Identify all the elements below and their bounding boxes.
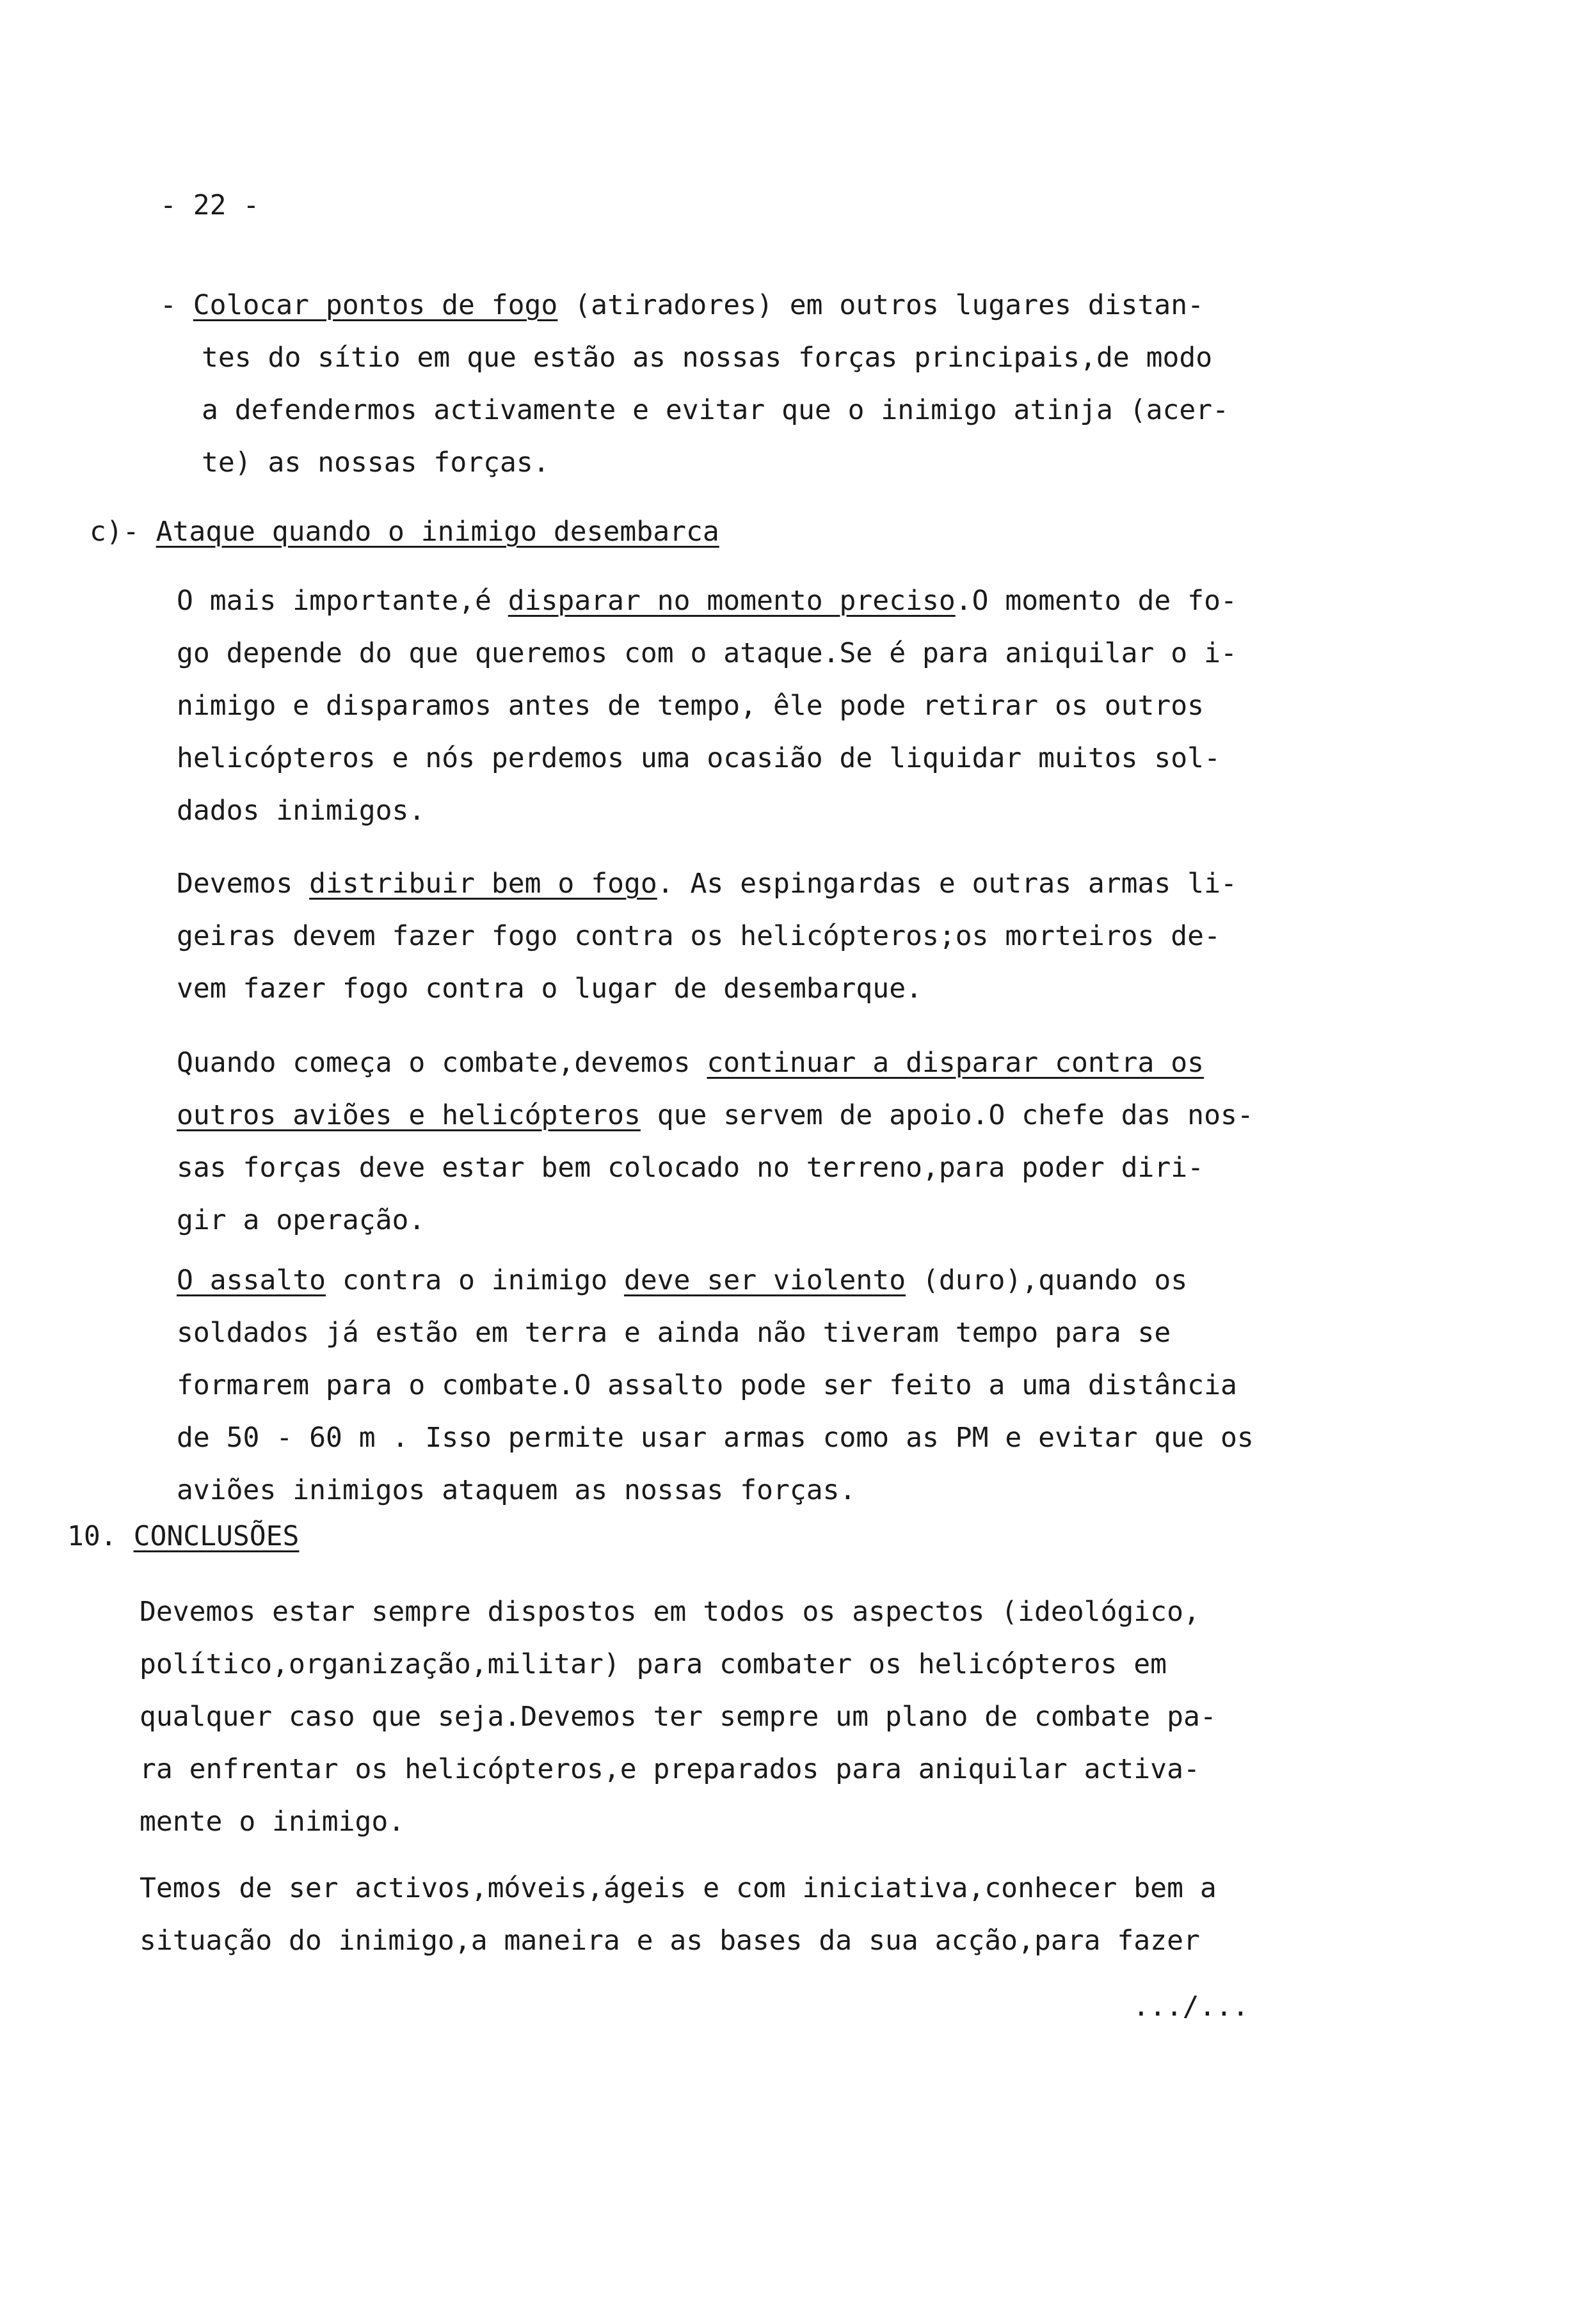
text-line: Devemos estar sempre dispostos em todos os aspectos (ideológico,	[140, 1596, 1200, 1628]
text-line: gir a operação.	[177, 1204, 426, 1236]
text-line: go depende do que queremos com o ataque.Se é para aniquilar o i-	[177, 637, 1237, 669]
continuation-marker: .../...	[1133, 1991, 1249, 2023]
text-line: sas forças deve estar bem colocado no terreno,para poder diri-	[177, 1152, 1205, 1184]
bullet-line-3: a defendermos activamente e evitar que o inimigo atinja (acer-	[202, 394, 1229, 426]
text-line: nimigo e disparamos antes de tempo, êle pode retirar os outros	[177, 690, 1205, 722]
underlined-phrase: deve ser violento	[624, 1264, 906, 1296]
text-segment: contra o inimigo	[326, 1264, 624, 1296]
text-line: formarem para o combate.O assalto pode ser feito a uma distância	[177, 1369, 1237, 1401]
section-marker: c)-	[90, 516, 140, 548]
text-line: situação do inimigo,a maneira e as bases da sua acção,para fazer	[140, 1925, 1200, 1957]
text-segment: O mais importante,é	[177, 585, 508, 617]
text-line: Temos de ser activos,móveis,ágeis e com iniciativa,conhecer bem a	[140, 1872, 1217, 1904]
section-c-heading	[90, 505, 719, 558]
section-number: 10.	[67, 1520, 117, 1552]
underlined-phrase: disparar no momento preciso	[508, 585, 956, 617]
page-number: - 22 -	[160, 189, 260, 221]
text-segment: .O momento de fo-	[955, 585, 1237, 617]
section-title: Ataque quando o inimigo desembarca	[156, 516, 719, 548]
text-line: político,organização,militar) para combater os helicópteros em	[140, 1648, 1167, 1680]
text-line: soldados já estão em terra e ainda não tiveram tempo para se	[177, 1317, 1171, 1349]
text-line: ra enfrentar os helicópteros,e preparados para aniquilar activa-	[140, 1753, 1200, 1785]
underlined-phrase: Colocar pontos de fogo	[193, 289, 558, 321]
paragraph-6	[140, 1862, 1217, 1967]
bullet-line-2: tes do sítio em que estão as nossas forças principais,de modo	[202, 342, 1213, 374]
text-line: geiras devem fazer fogo contra os helicópteros;os morteiros de-	[177, 920, 1221, 952]
text-line: qualquer caso que seja.Devemos ter sempre um plano de combate pa-	[140, 1701, 1217, 1733]
text-line: aviões inimigos ataquem as nossas forças.	[177, 1474, 856, 1506]
text-segment: (duro),quando os	[906, 1264, 1188, 1296]
bullet-dash: -	[160, 289, 177, 321]
underlined-phrase: distribuir bem o fogo	[309, 868, 657, 900]
text-segment: Devemos	[177, 868, 310, 900]
section-10-heading	[67, 1510, 299, 1563]
section-title: CONCLUSÕES	[133, 1520, 300, 1552]
bullet-line-1	[160, 279, 1229, 331]
paragraph-3	[177, 1037, 1254, 1246]
text-line: vem fazer fogo contra o lugar de desembarque.	[177, 973, 922, 1005]
paragraph-4	[177, 1254, 1254, 1516]
text-segment: . As espingardas e outras armas li-	[657, 868, 1237, 900]
paragraph-1	[177, 575, 1237, 837]
text-line: de 50 - 60 m . Isso permite usar armas como as PM e evitar que os	[177, 1422, 1254, 1454]
underlined-phrase: continuar a disparar contra os	[707, 1047, 1205, 1079]
text-line: mente o inimigo.	[140, 1806, 405, 1838]
text-line: dados inimigos.	[177, 795, 426, 827]
underlined-phrase: outros aviões e helicópteros	[177, 1099, 641, 1131]
bullet-item	[160, 279, 1229, 489]
paragraph-5	[140, 1586, 1217, 1848]
text-segment: (atiradores) em outros lugares distan-	[557, 289, 1204, 321]
bullet-line-4: te) as nossas forças.	[202, 447, 550, 479]
text-segment: que servem de apoio.O chefe das nos-	[640, 1099, 1254, 1131]
paragraph-2	[177, 857, 1237, 1015]
text-segment: Quando começa o combate,devemos	[177, 1047, 707, 1079]
text-line: helicópteros e nós perdemos uma ocasião de liquidar muitos sol-	[177, 742, 1221, 774]
underlined-phrase: O assalto	[177, 1264, 326, 1296]
